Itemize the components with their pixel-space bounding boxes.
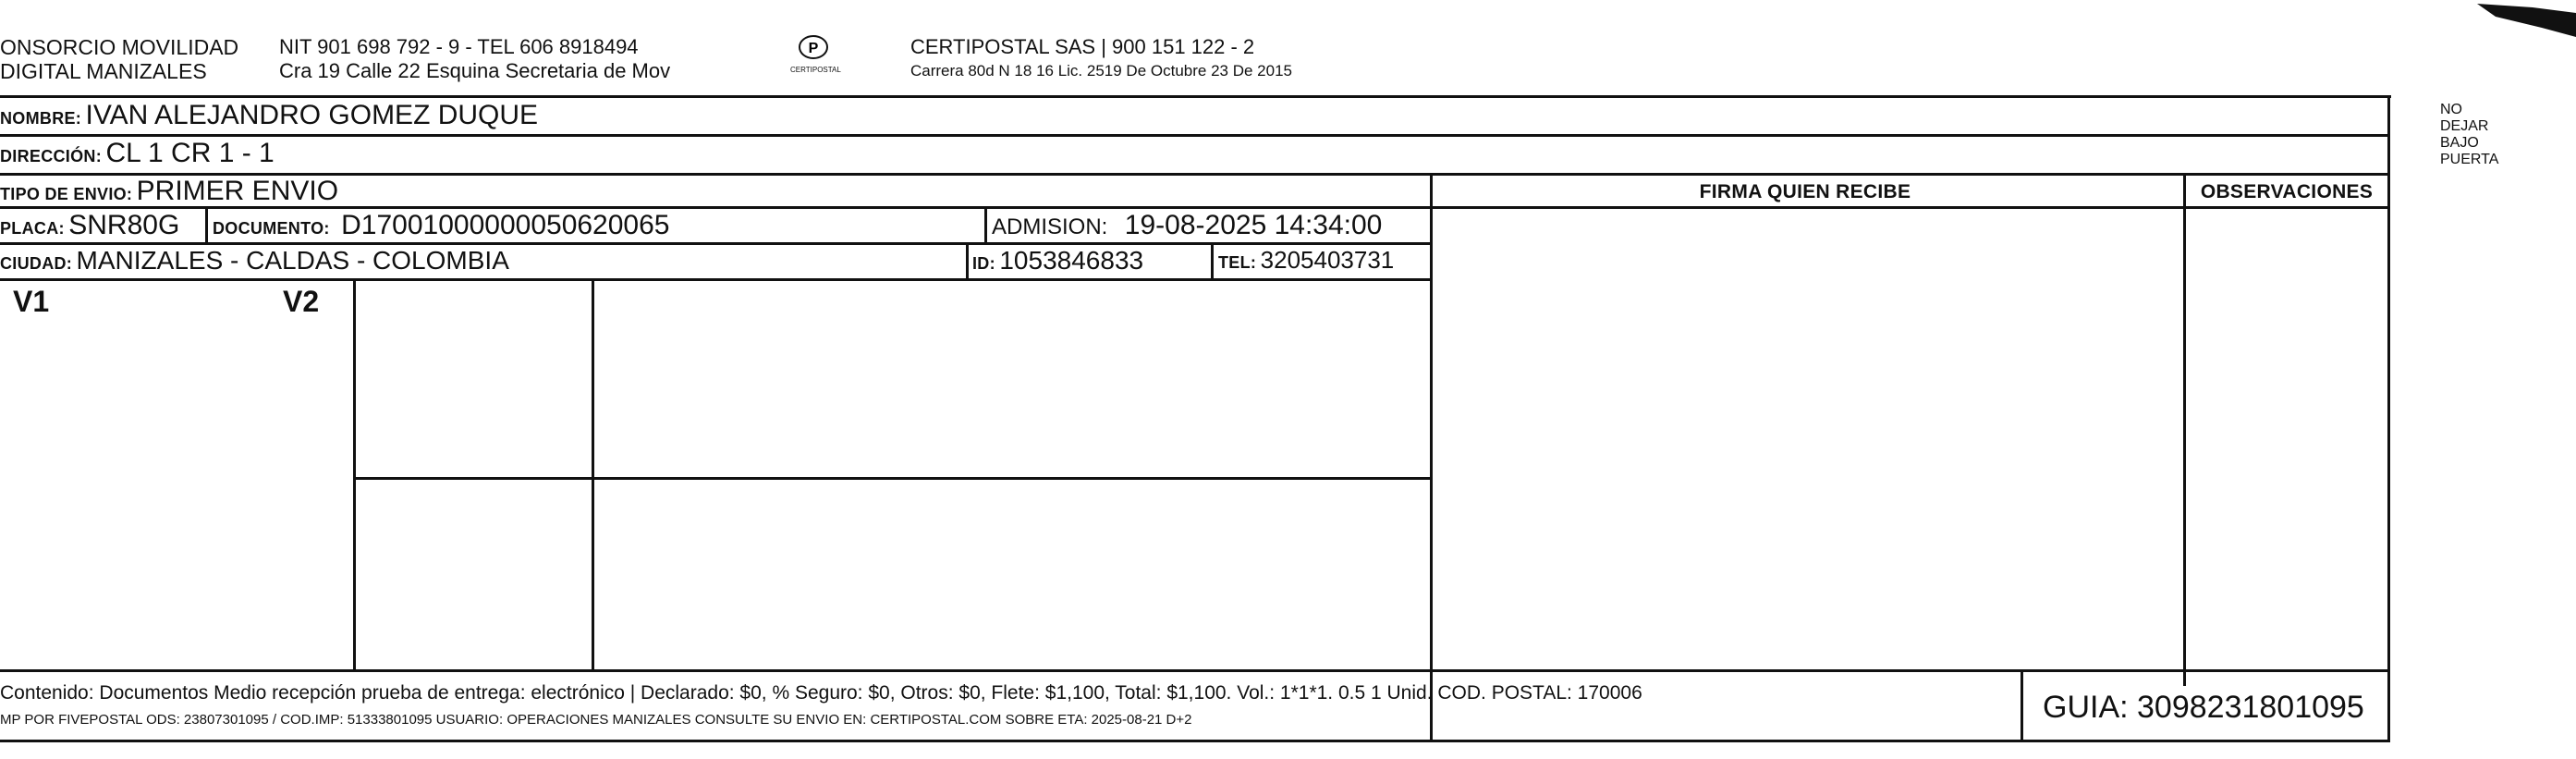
visit-2 bbox=[356, 480, 1431, 669]
ciudad-row bbox=[0, 246, 509, 275]
side-text bbox=[2396, 100, 2534, 655]
admision-value: 19-08-2025 14:34:00 bbox=[1124, 210, 1383, 240]
tel-label: TEL: bbox=[1218, 253, 1257, 272]
company-line1: ONSORCIO MOVILIDAD bbox=[0, 35, 239, 59]
frame-right bbox=[2387, 95, 2390, 742]
id-label: ID: bbox=[972, 254, 995, 273]
id-row bbox=[972, 246, 1143, 275]
placa-value: SNR80G bbox=[68, 210, 180, 240]
nit-line2: Cra 19 Calle 22 Esquina Secretaria de Mov bbox=[279, 59, 671, 82]
ciudad-value: MANIZALES - CALDAS - COLOMBIA bbox=[76, 246, 509, 275]
tel-row bbox=[1218, 246, 1394, 275]
logo-caption: CERTIPOSTAL bbox=[790, 66, 841, 74]
certipostal-logo bbox=[790, 33, 841, 74]
visit-1 bbox=[356, 281, 1431, 478]
carrier-line2: Carrera 80d N 18 16 Lic. 2519 De Octubre 23 De 2015 bbox=[910, 62, 1292, 80]
footer-guia: GUIA: 3098231801095 bbox=[2043, 690, 2364, 725]
company-nit bbox=[279, 35, 670, 83]
carrier-info bbox=[910, 35, 1292, 83]
firma-header: FIRMA QUIEN RECIBE bbox=[1699, 181, 1911, 202]
documento-value: D17001000000050620065 bbox=[341, 210, 670, 240]
documento-row bbox=[213, 210, 669, 241]
v2-label: V2 bbox=[283, 285, 320, 318]
placa-label: PLACA: bbox=[0, 219, 65, 238]
svg-text:P: P bbox=[808, 41, 819, 56]
footer-line1: Contenido: Documentos Medio recepción prueba de entrega: electrónico | Declarado: $0, % Seguro: $0, Otros: $0, Flete: $1,100, Total: $1,100. Vol.: 1*1*1. 0.5 1 Unid. COD. POSTAL: 170006 bbox=[0, 682, 1642, 704]
tipo-value: PRIMER ENVIO bbox=[136, 176, 339, 206]
tipo-row bbox=[0, 176, 338, 207]
ciudad-label: CIUDAD: bbox=[0, 254, 73, 273]
company-line2: DIGITAL MANIZALES bbox=[0, 59, 207, 83]
top-edge-mark bbox=[2477, 0, 2576, 37]
nombre-value: IVAN ALEJANDRO GOMEZ DUQUE bbox=[85, 100, 539, 130]
footer-details bbox=[0, 682, 2015, 728]
company-name bbox=[0, 35, 238, 83]
carrier-line1: CERTIPOSTAL SAS | 900 151 122 - 2 bbox=[910, 35, 1255, 58]
tel-value: 3205403731 bbox=[1260, 246, 1395, 274]
footer-line2: MP POR FIVEPOSTAL ODS: 23807301095 / COD.IMP: 51333801095 USUARIO: OPERACIONES MANIZALES CONSULTE SU ENVIO EN: CERTIPOSTAL.COM SOBRE ETA: 2025-08-21 D+2 bbox=[0, 712, 1192, 728]
direccion-label: DIRECCIÓN: bbox=[0, 147, 102, 165]
tipo-label: TIPO DE ENVIO: bbox=[0, 185, 133, 203]
frame-top bbox=[0, 95, 2391, 98]
barcode bbox=[1470, 20, 2209, 87]
direccion-value: CL 1 CR 1 - 1 bbox=[105, 138, 275, 168]
nit-line1: NIT 901 698 792 - 9 - TEL 606 8918494 bbox=[279, 35, 639, 58]
nombre-label: NOMBRE: bbox=[0, 109, 82, 128]
nombre-row bbox=[0, 100, 538, 135]
admision-label: ADMISION: bbox=[992, 214, 1108, 239]
status-panel bbox=[0, 281, 353, 669]
documento-label: DOCUMENTO: bbox=[213, 219, 330, 238]
placa-row bbox=[0, 210, 179, 241]
v1-label: V1 bbox=[13, 285, 50, 318]
id-value: 1053846833 bbox=[999, 246, 1144, 275]
certipostal-logo-icon bbox=[798, 33, 829, 61]
direccion-row bbox=[0, 138, 275, 169]
observaciones-header: OBSERVACIONES bbox=[2200, 181, 2374, 202]
admision-row bbox=[992, 210, 1382, 241]
